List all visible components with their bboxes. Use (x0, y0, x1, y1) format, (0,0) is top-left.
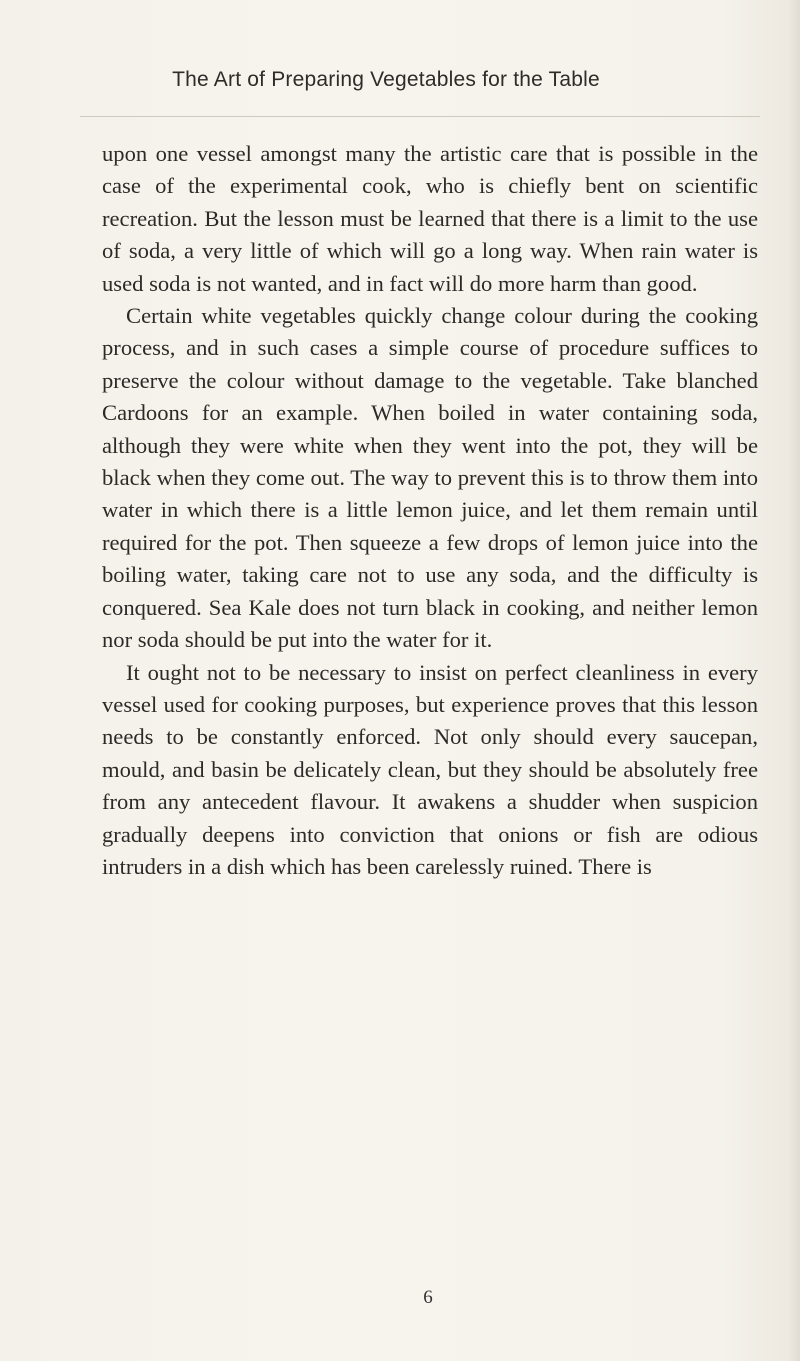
page-edge-shadow (788, 0, 800, 1361)
paragraph-continuation: upon one vessel amongst many the artistic care that is possible in the case of the experimental cook, who is chiefly bent on scientific recreation. But the lesson must be learned that there is a limit to the use of soda, a very little of which will go a long way. When rain water is used soda is not wanted, and in fact will do more harm than good. (102, 141, 758, 296)
header-rule (80, 116, 760, 117)
paragraph-white-vegetables: Certain white vegetables quickly change colour during the cooking process, and in such cases a simple course of procedure suffices to preserve the colour without damage to the vegetable. Take blanched Cardoons for an example. When boiled in water containing soda, although they were white when they went into the pot, they will be black when they come out. The way to prevent this is to throw them into water in which there is a little lemon juice, and let them remain until required for the pot. Then squeeze a few drops of lemon juice into the boiling water, taking care not to use any soda, and the difficulty is conquered. Sea Kale does not turn black in cooking, and neither lemon nor soda should be put into the water for it. (102, 303, 758, 653)
running-head: The Art of Preparing Vegetables for the Table (172, 68, 600, 91)
body-text (102, 138, 758, 883)
paragraph-cleanliness: It ought not to be necessary to insist on perfect cleanliness in every vessel used for cooking purposes, but experience proves that this lesson needs to be constantly enforced. Not only should every saucepan, mould, and basin be delicately clean, but they should be absolutely free from any antecedent flavour. It awakens a shudder when suspicion gradually deepens into conviction that onions or fish are odious intruders in a dish which has been carelessly ruined. There is (102, 659, 758, 879)
page-number: 6 (423, 1287, 433, 1308)
